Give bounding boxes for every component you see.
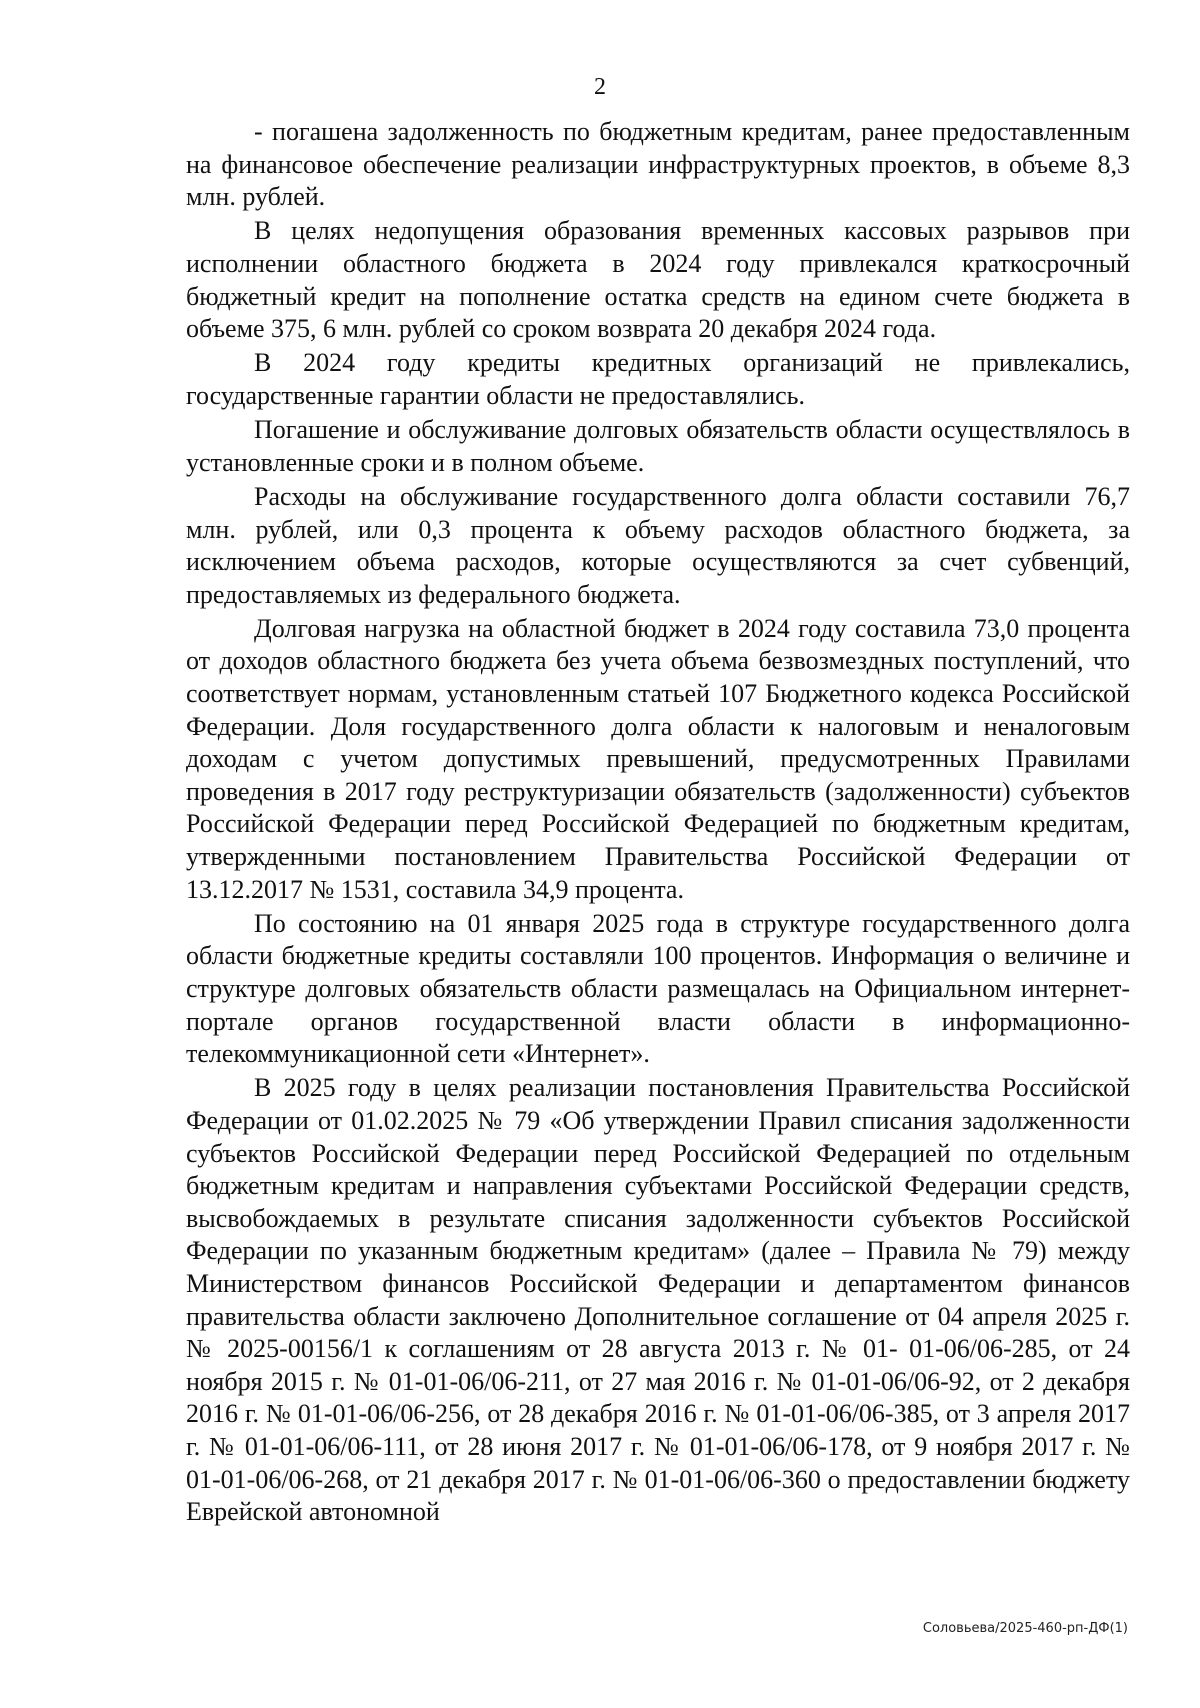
paragraph-debt-write-off: В 2025 году в целях реализации постановления Правительства Российской Федерации от 01.02.2025 № 79 «Об утверждении Правил списания задолженности субъектов Российской Федерации перед Российской Федерацией по отдельным бюджетным кредитам и направления субъектами Российской Федерации средств, высвобождаемых в результате списания задолженности субъектов Российской Федерации по указанным бюджетным кредитам» (далее – Правила № 79) между Министерством финансов Российской Федерации и департаментом финансов правительства области заключено Дополнительное соглашение от 04 апреля 2025 г. № 2025-00156/1 к соглашениям от 28 августа 2013 г. № 01- 01-06/06-285, от 24 ноября 2015 г. № 01-01-06/06-211, от 27 мая 2016 г. № 01-01-06/06-92, от 2 декабря 2016 г. № 01-01-06/06-256, от 28 декабря 2016 г. № 01-01-06/06-385, от 3 апреля 2017 г. № 01-01-06/06-111, от 28 июня 2017 г. № 01-01-06/06-178, от 9 ноября 2017 г. № 01-01-06/06-268, от 21 декабря 2017 г. № 01-01-06/06-360 о предоставлении бюджету Еврейской автономной	[186, 1073, 1130, 1527]
paragraph-short-term-credit: В целях недопущения образования временных кассовых разрывов при исполнении областного бюджета в 2024 году привлекался краткосрочный бюджетный кредит на пополнение остатка средств на едином счете бюджета в объеме 375, 6 млн. рублей со сроком возврата 20 декабря 2024 года.	[186, 216, 1130, 344]
paragraph-debt-servicing: Погашение и обслуживание долговых обязательств области осуществлялось в установленные сроки и в полном объеме.	[186, 415, 1130, 477]
paragraph-servicing-expenses: Расходы на обслуживание государственного долга области составили 76,7 млн. рублей, или 0,3 процента к объему расходов областного бюджета, за исключением объема расходов, которые осуществляются за счет субвенций, предоставляемых из федерального бюджета.	[186, 481, 1130, 609]
paragraph-debt-burden: Долговая нагрузка на областной бюджет в 2024 году составила 73,0 процента от доходов областного бюджета без учета объема безвозмездных поступлений, что соответствует нормам, установленным статьей 107 Бюджетного кодекса Российской Федерации. Доля государственного долга области к налоговым и неналоговым доходам с учетом допустимых превышений, предусмотренных Правилами проведения в 2017 году реструктуризации обязательств (задолженности) субъектов Российской Федерации перед Российской Федерацией по бюджетным кредитам, утвержденными постановлением Правительства Российской Федерации от 13.12.2017 № 1531, составила 34,9 процента.	[186, 613, 1130, 904]
document-footer-code: Соловьева/2025-460-рп-ДФ(1)	[922, 1621, 1128, 1636]
page-number: 2	[594, 74, 606, 100]
paragraph-debt-repayment: - погашена задолженность по бюджетным кредитам, ранее предоставленным на финансовое обеспечение реализации инфраструктурных проектов, в объеме 8,3 млн. рублей.	[186, 117, 1130, 212]
paragraph-no-bank-credits: В 2024 году кредиты кредитных организаций не привлекались, государственные гарантии области не предоставлялись.	[186, 348, 1130, 410]
paragraph-debt-structure: По состоянию на 01 января 2025 года в структуре государственного долга области бюджетные кредиты составляли 100 процентов. Информация о величине и структуре долговых обязательств области размещалась на Официальном интернет-портале органов государственной власти области в информационно-телекоммуникационной сети «Интернет».	[186, 908, 1130, 1069]
document-body	[186, 116, 1130, 1530]
